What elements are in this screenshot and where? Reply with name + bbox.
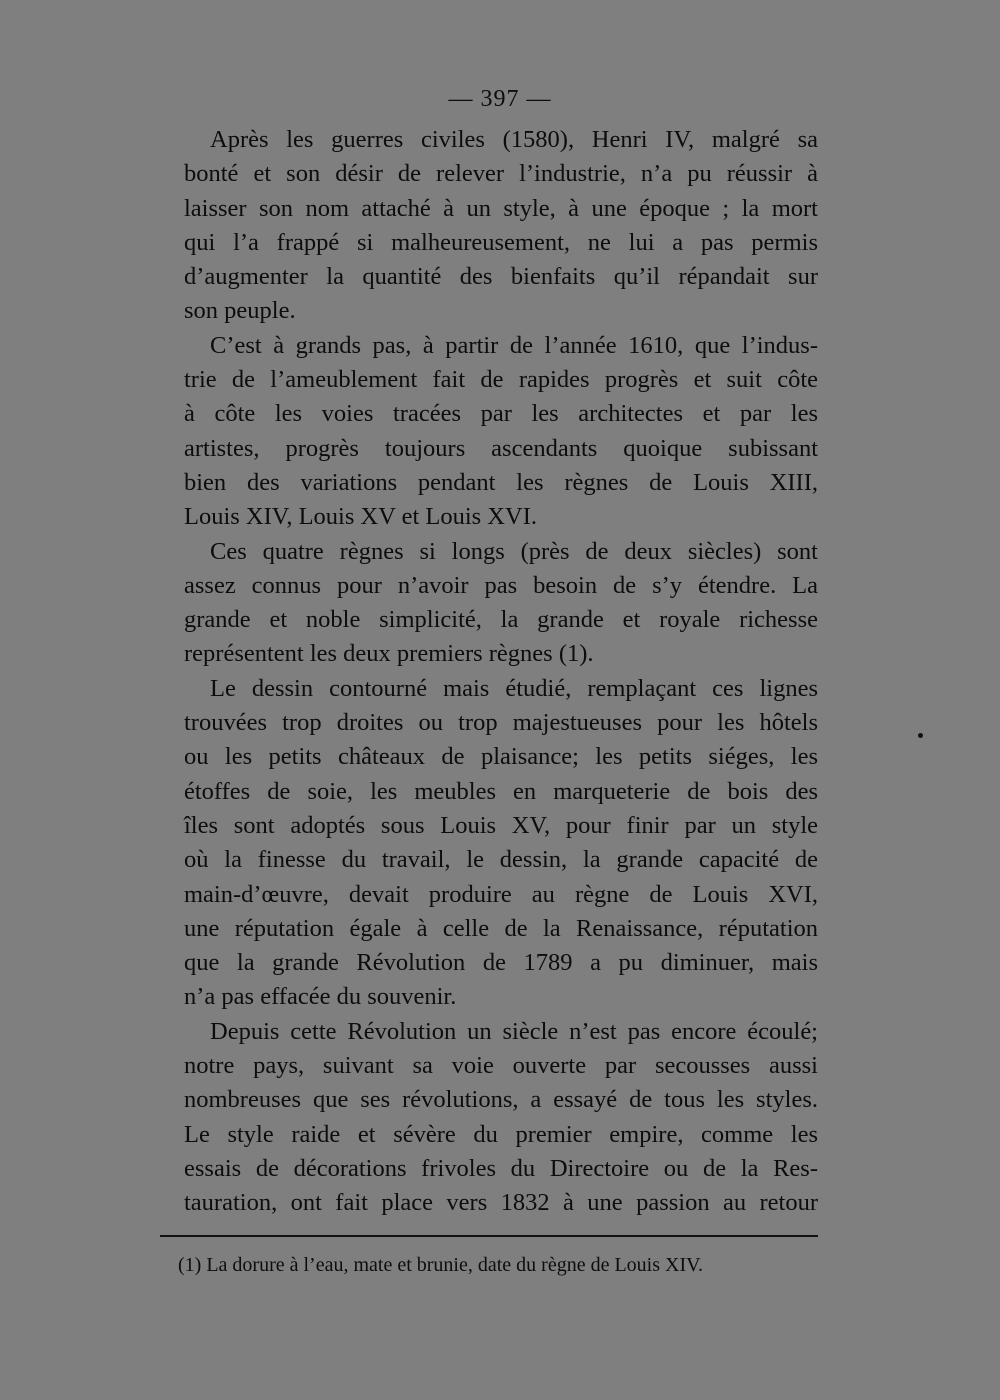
text-line: Après les guerres civiles (1580), Henri IV, malgré sa	[210, 126, 818, 153]
text-line: notre pays, suivant sa voie ouverte par secousses aussi	[184, 1052, 818, 1080]
text-line: tauration, ont fait place vers 1832 à une passion au retour	[184, 1189, 818, 1217]
text-line: qui l’a frappé si malheureusement, ne lui a pas permis	[184, 228, 818, 256]
text-line: où la finesse du travail, le dessin, la grande capacité de	[184, 846, 818, 874]
paragraph-3	[158, 535, 818, 672]
paragraph-4	[158, 672, 818, 1015]
body-text	[158, 123, 818, 1221]
footnote-divider	[160, 1235, 818, 1237]
footnote: (1) La dorure à l’eau, mate et brunie, date du règne de Louis XIV.	[178, 1254, 703, 1276]
text-line: Depuis cette Révolution un siècle n’est pas encore écoulé;	[210, 1017, 818, 1045]
text-line: bonté et son désir de relever l’industrie, n’a pu réussir à	[184, 160, 818, 188]
text-line: trouvées trop droites ou trop majestueuses pour les hôtels	[184, 709, 818, 737]
text-line: représentent les deux premiers règnes (1).	[184, 640, 594, 668]
text-line: laisser son nom attaché à un style, à une époque ; la mort	[184, 194, 818, 222]
print-speck	[918, 733, 923, 738]
text-line: ou les petits châteaux de plaisance; les petits siéges, les	[184, 743, 818, 771]
text-line: bien des variations pendant les règnes de Louis XIII,	[184, 468, 818, 496]
text-line: artistes, progrès toujours ascendants quoique subissant	[184, 434, 818, 462]
text-line: main-d’œuvre, devait produire au règne de Louis XVI,	[184, 880, 818, 908]
text-line: une réputation égale à celle de la Renaissance, réputation	[184, 914, 818, 942]
text-line: Le dessin contourné mais étudié, remplaçant ces lignes	[210, 674, 818, 702]
page-number: — 397 —	[448, 86, 552, 112]
text-line: grande et noble simplicité, la grande et royale richesse	[184, 606, 818, 634]
text-line: que la grande Révolution de 1789 a pu diminuer, mais	[184, 949, 818, 977]
text-line: étoffes de soie, les meubles en marqueterie de bois des	[184, 777, 818, 805]
text-line: nombreuses que ses révolutions, a essayé de tous les styles.	[184, 1086, 818, 1114]
text-line: Louis XIV, Louis XV et Louis XVI.	[184, 503, 537, 531]
text-line: Le style raide et sévère du premier empire, comme les	[184, 1120, 818, 1148]
text-line: n’a pas effacée du souvenir.	[184, 983, 457, 1011]
text-line: trie de l’ameublement fait de rapides progrès et suit côte	[184, 366, 818, 394]
text-line: essais de décorations frivoles du Directoire ou de la Res-	[184, 1154, 818, 1182]
paragraph-5	[158, 1015, 818, 1221]
text-line: îles sont adoptés sous Louis XV, pour finir par un style	[184, 811, 818, 839]
text-line: à côte les voies tracées par les architectes et par les	[184, 400, 818, 428]
text-line: son peuple.	[184, 297, 296, 325]
paragraph-2	[158, 329, 818, 535]
text-line: d’augmenter la quantité des bienfaits qu’il répandait sur	[184, 263, 818, 291]
text-line: C’est à grands pas, à partir de l’année 1610, que l’indus-	[210, 331, 818, 359]
text-line: Ces quatre règnes si longs (près de deux siècles) sont	[210, 537, 818, 565]
text-line: assez connus pour n’avoir pas besoin de s’y étendre. La	[184, 571, 818, 599]
paragraph-1	[158, 123, 818, 329]
